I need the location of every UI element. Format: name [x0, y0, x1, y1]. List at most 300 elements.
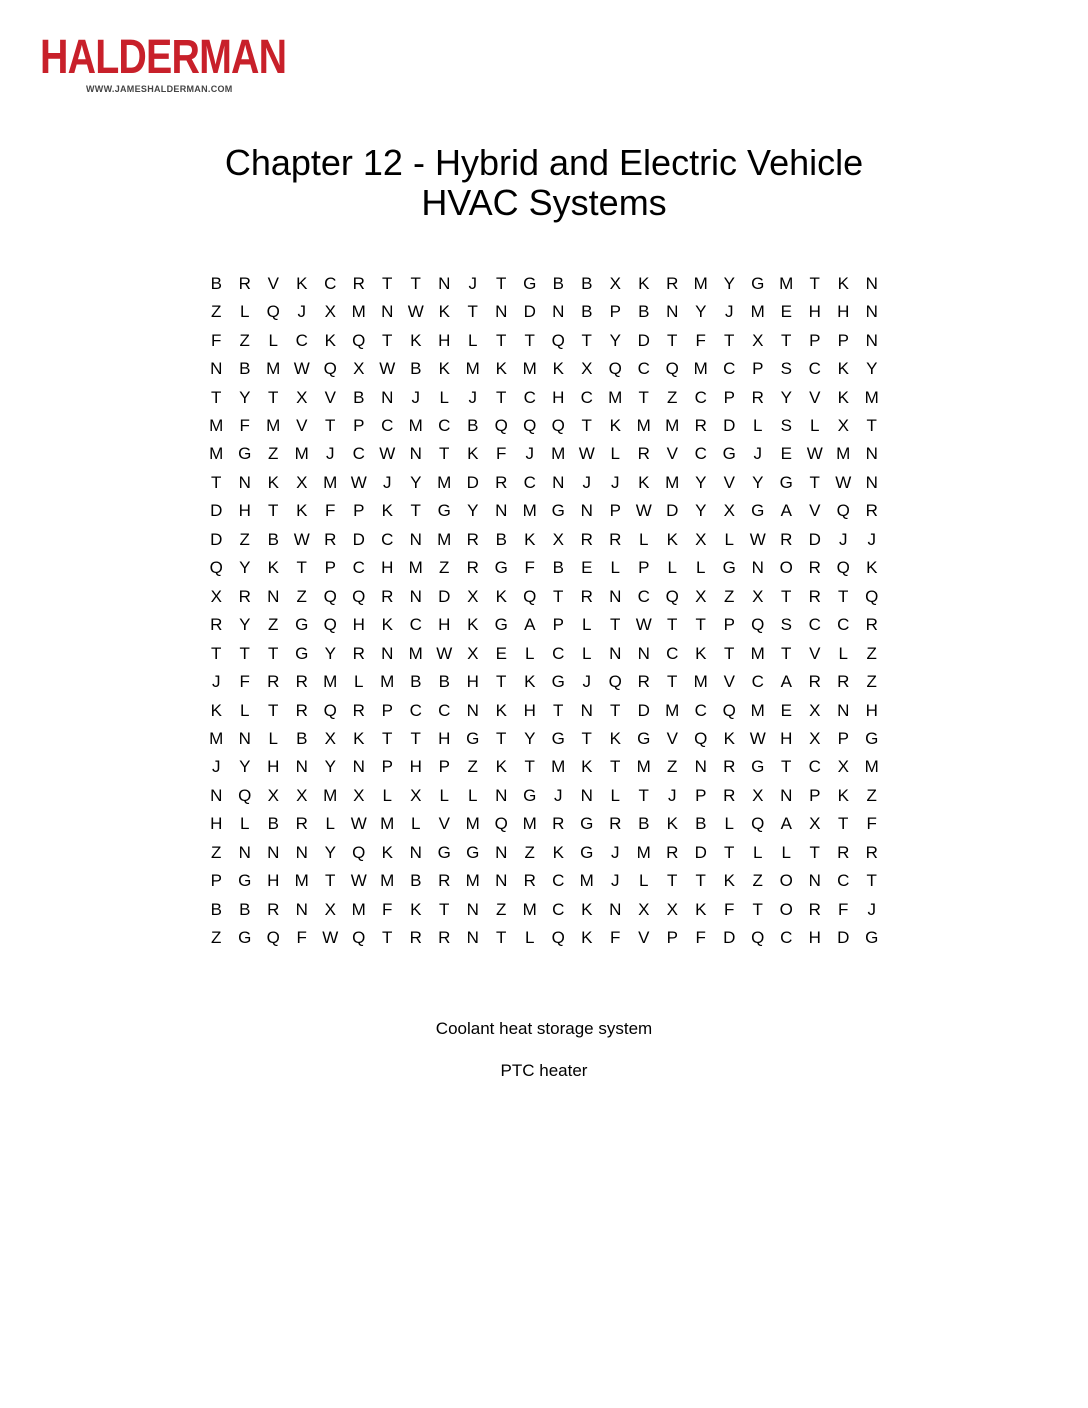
grid-letter: C [694, 387, 707, 407]
grid-letter: M [693, 359, 708, 379]
grid-letter: N [466, 899, 479, 919]
grid-letter: K [524, 672, 536, 692]
grid-letter: H [808, 928, 821, 948]
grid-letter: W [350, 814, 367, 834]
grid-letter: M [323, 785, 338, 805]
grid-letter: W [293, 529, 310, 549]
grid-letter: K [381, 501, 393, 521]
grid-letter: K [723, 871, 735, 891]
grid-letter: R [238, 273, 251, 293]
grid-letter: P [353, 501, 365, 521]
grid-letter: H [438, 728, 451, 748]
grid-letter: H [381, 558, 394, 578]
grid-letter: K [267, 558, 279, 578]
grid-letter: K [324, 330, 336, 350]
grid-letter: M [294, 871, 309, 891]
grid-letter: K [210, 700, 222, 720]
grid-letter: W [749, 728, 766, 748]
grid-letter: T [695, 615, 706, 635]
grid-letter: P [723, 387, 735, 407]
grid-letter: T [268, 700, 279, 720]
grid-letter: N [808, 871, 821, 891]
grid-letter: M [465, 359, 480, 379]
grid-letter: M [864, 387, 879, 407]
grid-letter: Z [667, 757, 678, 777]
grid-letter: C [552, 643, 565, 663]
grid-letter: L [810, 415, 820, 435]
grid-letter: K [837, 273, 849, 293]
grid-letter: R [238, 586, 251, 606]
grid-letter: R [295, 700, 308, 720]
grid-letter: G [751, 273, 765, 293]
grid-letter: P [438, 757, 450, 777]
grid-letter: M [408, 558, 423, 578]
grid-letter: R [808, 558, 821, 578]
grid-letter: F [496, 444, 507, 464]
grid-letter: R [751, 387, 764, 407]
grid-letter: B [581, 273, 593, 293]
grid-letter: W [379, 444, 396, 464]
grid-letter: C [352, 444, 365, 464]
grid-letter: G [722, 444, 736, 464]
grid-letter: M [465, 814, 480, 834]
grid-letter: B [552, 558, 564, 578]
grid-letter: T [268, 387, 279, 407]
grid-letter: Y [324, 643, 336, 663]
grid-letter: X [296, 785, 308, 805]
grid-letter: N [865, 302, 878, 322]
grid-letter: X [837, 757, 849, 777]
grid-letter: X [324, 899, 336, 919]
grid-letter: X [410, 785, 422, 805]
grid-letter: B [695, 814, 707, 834]
grid-letter: Q [323, 615, 337, 635]
grid-letter: T [638, 785, 649, 805]
grid-letter: L [439, 387, 449, 407]
grid-letter: R [723, 785, 736, 805]
grid-letter: T [382, 728, 393, 748]
grid-letter: D [637, 700, 650, 720]
grid-letter: R [865, 501, 878, 521]
grid-letter: D [637, 330, 650, 350]
grid-letter: N [865, 444, 878, 464]
grid-letter: D [438, 586, 451, 606]
grid-letter: T [638, 387, 649, 407]
grid-letter: Z [439, 558, 450, 578]
grid-letter: T [496, 273, 507, 293]
grid-letter: E [495, 643, 507, 663]
grid-letter: K [609, 415, 621, 435]
grid-letter: T [667, 871, 678, 891]
grid-letter: B [467, 415, 479, 435]
grid-letter: Z [496, 899, 507, 919]
grid-letter: B [638, 302, 650, 322]
grid-letter: L [696, 558, 706, 578]
grid-letter: R [780, 529, 793, 549]
grid-letter: M [551, 444, 566, 464]
grid-letter: K [381, 615, 393, 635]
grid-letter: R [694, 415, 707, 435]
grid-letter: M [323, 672, 338, 692]
grid-letter: D [210, 501, 223, 521]
grid-letter: S [780, 615, 792, 635]
grid-letter: T [496, 330, 507, 350]
grid-letter: K [695, 643, 707, 663]
grid-letter: K [666, 529, 678, 549]
grid-letter: C [808, 359, 821, 379]
grid-letter: R [808, 899, 821, 919]
grid-letter: M [380, 814, 395, 834]
grid-letter: L [724, 529, 734, 549]
grid-letter: T [239, 643, 250, 663]
grid-letter: X [552, 529, 564, 549]
grid-letter: L [240, 302, 250, 322]
grid-letter: M [437, 529, 452, 549]
grid-letter: G [295, 615, 309, 635]
grid-letter: M [408, 415, 423, 435]
grid-letter: G [580, 814, 594, 834]
grid-letter: A [780, 814, 792, 834]
grid-letter: M [209, 415, 224, 435]
grid-letter: V [438, 814, 450, 834]
grid-letter: G [437, 501, 451, 521]
grid-letter: T [610, 615, 621, 635]
grid-letter: F [211, 330, 222, 350]
grid-letter: R [837, 842, 850, 862]
grid-letter: R [808, 586, 821, 606]
grid-letter: K [438, 302, 450, 322]
grid-letter: R [552, 814, 565, 834]
grid-letter: L [525, 928, 535, 948]
grid-letter: N [609, 643, 622, 663]
grid-letter: N [238, 842, 251, 862]
grid-letter: Q [551, 415, 565, 435]
grid-letter: L [838, 643, 848, 663]
grid-letter: N [495, 842, 508, 862]
grid-letter: Q [665, 359, 679, 379]
grid-letter: B [267, 814, 279, 834]
grid-letter: R [609, 529, 622, 549]
grid-letter: C [438, 700, 451, 720]
grid-letter: R [637, 444, 650, 464]
grid-letter: H [267, 757, 280, 777]
grid-letter: T [467, 302, 478, 322]
grid-letter: T [296, 558, 307, 578]
grid-letter: N [381, 643, 394, 663]
grid-letter: L [753, 415, 763, 435]
grid-letter: T [610, 700, 621, 720]
grid-letter: C [666, 643, 679, 663]
grid-letter: T [781, 330, 792, 350]
grid-letter: P [837, 728, 849, 748]
grid-letter: C [409, 700, 422, 720]
grid-letter: T [809, 273, 820, 293]
grid-letter: N [238, 728, 251, 748]
grid-letter: N [780, 785, 793, 805]
grid-letter: C [523, 387, 536, 407]
grid-letter: M [522, 814, 537, 834]
grid-letter: K [267, 472, 279, 492]
grid-letter: X [752, 785, 764, 805]
grid-letter: B [410, 672, 422, 692]
grid-letter: Z [211, 928, 222, 948]
grid-letter: Q [722, 700, 736, 720]
grid-letter: K [837, 359, 849, 379]
grid-letter: L [382, 785, 392, 805]
grid-letter: N [609, 586, 622, 606]
grid-letter: Q [523, 415, 537, 435]
grid-letter: Q [836, 501, 850, 521]
grid-letter: N [751, 558, 764, 578]
grid-letter: K [495, 700, 507, 720]
grid-letter: B [552, 273, 564, 293]
grid-letter: M [551, 757, 566, 777]
grid-letter: C [808, 615, 821, 635]
grid-letter: Y [324, 842, 336, 862]
grid-letter: N [466, 928, 479, 948]
grid-letter: M [636, 757, 651, 777]
grid-letter: X [809, 700, 821, 720]
grid-letter: Q [266, 302, 280, 322]
grid-letter: M [665, 415, 680, 435]
grid-letter: T [752, 899, 763, 919]
grid-letter: X [324, 302, 336, 322]
grid-letter: Y [410, 472, 422, 492]
grid-letter: T [496, 728, 507, 748]
grid-letter: H [466, 672, 479, 692]
grid-letter: F [296, 928, 307, 948]
grid-letter: Z [467, 757, 478, 777]
grid-letter: N [637, 643, 650, 663]
grid-letter: G [551, 501, 565, 521]
grid-letter: P [723, 615, 735, 635]
grid-letter: X [837, 415, 849, 435]
grid-letter: Q [266, 928, 280, 948]
grid-letter: L [240, 700, 250, 720]
grid-letter: T [524, 330, 535, 350]
grid-letter: T [838, 814, 849, 834]
grid-letter: M [693, 273, 708, 293]
grid-letter: A [780, 501, 792, 521]
grid-letter: N [580, 785, 593, 805]
grid-letter: D [523, 302, 536, 322]
grid-letter: C [381, 529, 394, 549]
grid-letter: J [326, 444, 335, 464]
grid-letter: T [268, 501, 279, 521]
grid-letter: G [494, 558, 508, 578]
grid-letter: R [580, 586, 593, 606]
grid-letter: L [268, 728, 278, 748]
grid-letter: P [638, 558, 650, 578]
grid-letter: O [779, 558, 793, 578]
grid-letter: M [266, 415, 281, 435]
grid-letter: Q [551, 330, 565, 350]
grid-letter: B [638, 814, 650, 834]
grid-letter: N [666, 302, 679, 322]
grid-letter: M [437, 472, 452, 492]
grid-letter: F [382, 899, 393, 919]
grid-letter: N [865, 273, 878, 293]
grid-letter: Q [352, 586, 366, 606]
grid-letter: A [524, 615, 536, 635]
grid-letter: T [410, 273, 421, 293]
grid-letter: W [350, 871, 367, 891]
grid-letter: X [267, 785, 279, 805]
grid-letter: H [409, 757, 422, 777]
grid-letter: B [410, 359, 422, 379]
grid-letter: J [839, 529, 848, 549]
grid-letter: L [411, 814, 421, 834]
grid-letter: E [780, 444, 792, 464]
grid-letter: T [211, 643, 222, 663]
grid-letter: V [267, 273, 279, 293]
grid-letter: T [667, 330, 678, 350]
grid-letter: H [267, 871, 280, 891]
grid-letter: W [322, 928, 339, 948]
grid-letter: P [381, 757, 393, 777]
grid-letter: J [212, 757, 221, 777]
grid-letter: R [324, 529, 337, 549]
grid-letter: Q [694, 728, 708, 748]
grid-letter: F [838, 899, 849, 919]
grid-letter: X [581, 359, 593, 379]
grid-letter: R [438, 928, 451, 948]
grid-letter: H [865, 700, 878, 720]
grid-letter: N [295, 757, 308, 777]
grid-letter: Q [665, 586, 679, 606]
grid-letter: Z [268, 615, 279, 635]
grid-letter: T [581, 728, 592, 748]
grid-letter: G [779, 472, 793, 492]
grid-letter: X [809, 728, 821, 748]
grid-letter: P [837, 330, 849, 350]
grid-letter: Q [352, 330, 366, 350]
grid-letter: Y [723, 273, 735, 293]
grid-letter: N [409, 444, 422, 464]
grid-letter: Z [866, 643, 877, 663]
grid-letter: Q [836, 558, 850, 578]
grid-letter: R [865, 615, 878, 635]
grid-letter: T [325, 871, 336, 891]
grid-letter: V [809, 387, 821, 407]
grid-letter: L [240, 814, 250, 834]
grid-letter: R [666, 842, 679, 862]
grid-letter: L [468, 330, 478, 350]
grid-letter: W [379, 359, 396, 379]
grid-letter: T [781, 643, 792, 663]
grid-letter: T [695, 871, 706, 891]
grid-letter: S [780, 359, 792, 379]
grid-letter: M [864, 757, 879, 777]
grid-letter: T [524, 757, 535, 777]
grid-letter: N [352, 757, 365, 777]
grid-letter: N [865, 330, 878, 350]
grid-letter: V [723, 672, 735, 692]
grid-letter: Z [866, 672, 877, 692]
grid-letter: H [552, 387, 565, 407]
grid-letter: Z [724, 586, 735, 606]
grid-letter: K [837, 785, 849, 805]
grid-letter: C [352, 558, 365, 578]
grid-letter: P [695, 785, 707, 805]
grid-letter: Y [695, 302, 707, 322]
grid-letter: L [667, 558, 677, 578]
grid-letter: R [466, 558, 479, 578]
grid-letter: M [294, 444, 309, 464]
grid-letter: X [695, 529, 707, 549]
grid-letter: Q [865, 586, 879, 606]
grid-letter: L [610, 444, 620, 464]
grid-letter: M [380, 871, 395, 891]
grid-letter: M [351, 899, 366, 919]
grid-letter: R [295, 672, 308, 692]
grid-letter: B [438, 672, 450, 692]
grid-letter: M [465, 871, 480, 891]
grid-letter: V [723, 472, 735, 492]
grid-letter: B [581, 302, 593, 322]
grid-letter: Q [323, 586, 337, 606]
grid-letter: Z [524, 842, 535, 862]
grid-letter: B [267, 529, 279, 549]
grid-letter: D [723, 415, 736, 435]
grid-letter: R [609, 814, 622, 834]
grid-letter: R [666, 273, 679, 293]
grid-letter: G [865, 728, 879, 748]
grid-letter: R [267, 672, 280, 692]
grid-letter: L [468, 785, 478, 805]
title-line-1: Chapter 12 - Hybrid and Electric Vehicle [224, 142, 864, 183]
title-line-2: HVAC Systems [421, 182, 667, 223]
grid-letter: R [267, 899, 280, 919]
grid-letter: N [552, 472, 565, 492]
grid-letter: N [210, 785, 223, 805]
grid-letter: H [210, 814, 223, 834]
grid-letter: X [723, 501, 735, 521]
grid-letter: V [666, 444, 678, 464]
grid-letter: T [866, 415, 877, 435]
grid-letter: G [551, 728, 565, 748]
grid-letter: R [723, 757, 736, 777]
grid-letter: C [637, 586, 650, 606]
grid-letter: G [295, 643, 309, 663]
grid-letter: M [608, 387, 623, 407]
grid-letter: R [295, 814, 308, 834]
grid-letter: R [352, 643, 365, 663]
grid-letter: N [837, 700, 850, 720]
grid-letter: M [750, 302, 765, 322]
grid-letter: L [781, 842, 791, 862]
grid-letter: M [693, 672, 708, 692]
grid-letter: P [324, 558, 336, 578]
grid-letter: N [381, 387, 394, 407]
grid-letter: T [809, 472, 820, 492]
grid-letter: N [381, 302, 394, 322]
grid-letter: T [211, 472, 222, 492]
grid-letter: E [581, 558, 593, 578]
grid-letter: H [523, 700, 536, 720]
grid-letter: P [353, 415, 365, 435]
grid-letter: R [352, 700, 365, 720]
grid-letter: B [210, 899, 222, 919]
grid-letter: L [724, 814, 734, 834]
grid-letter: K [638, 472, 650, 492]
grid-letter: D [837, 928, 850, 948]
grid-letter: M [779, 273, 794, 293]
grid-letter: R [495, 472, 508, 492]
grid-letter: C [751, 672, 764, 692]
grid-letter: R [352, 273, 365, 293]
grid-letter: Q [352, 842, 366, 862]
